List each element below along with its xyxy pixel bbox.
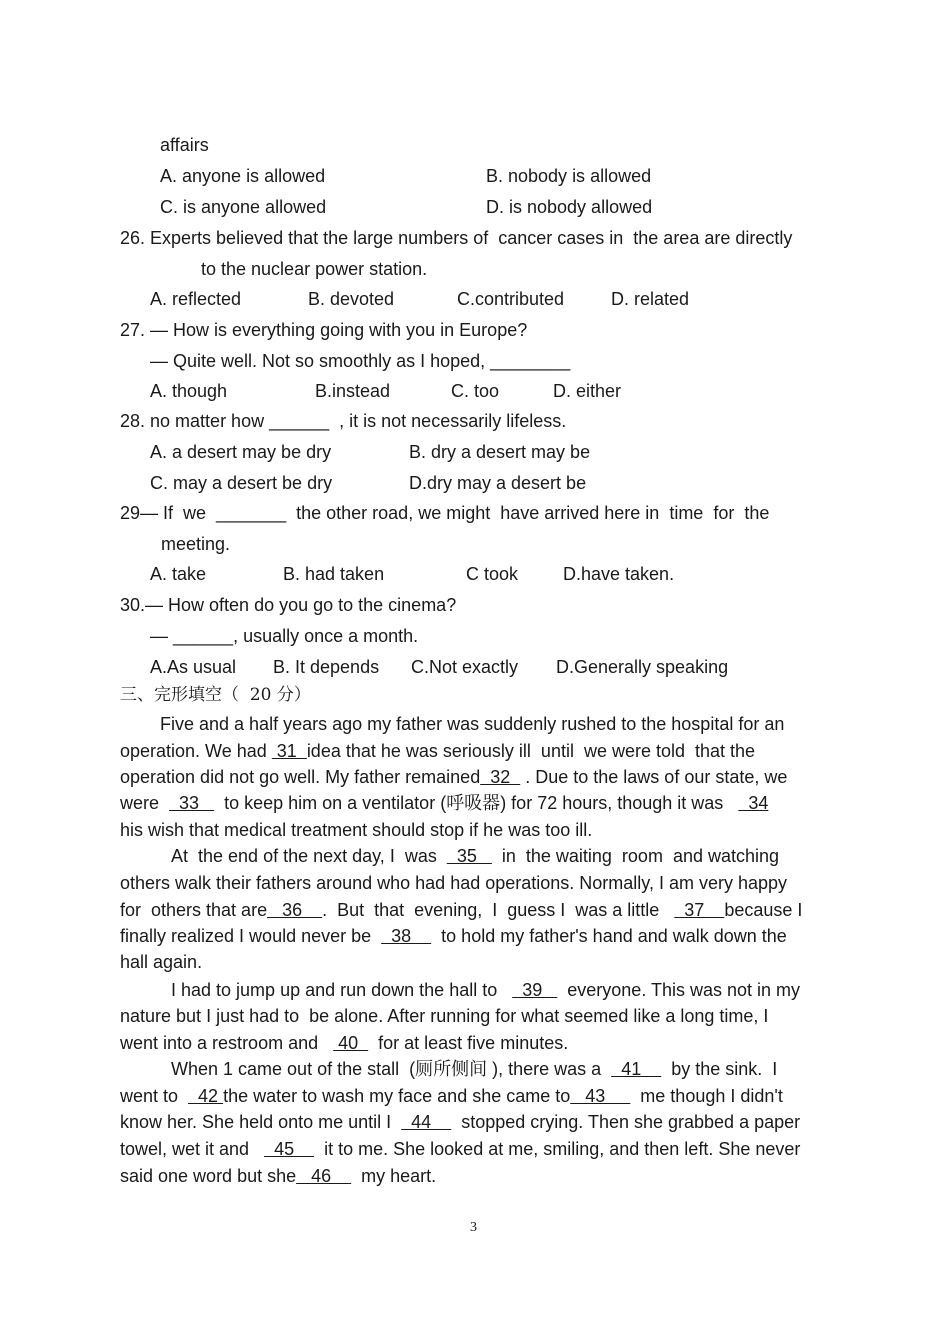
q29-option-b: B. had taken xyxy=(283,564,385,584)
q29-option-d: D.have taken. xyxy=(563,564,675,584)
passage-line: Five and a half years ago my father was suddenly rushed to the hospital for an xyxy=(160,714,785,734)
q30-option-c: C.Not exactly xyxy=(411,657,519,677)
blank-32: 32 xyxy=(480,767,521,787)
q29-stem-cont: meeting. xyxy=(161,534,231,554)
q28-stem: 28. no matter how ______ , it is not necessarily lifeless. xyxy=(120,411,567,431)
blank-42: 42 xyxy=(188,1086,224,1106)
blank-43: 43 xyxy=(570,1086,631,1106)
q30-option-d: D.Generally speaking xyxy=(556,657,729,677)
q27-option-d: D. either xyxy=(553,381,622,401)
passage-line: towel, wet it and 45 it to me. She looked at me, smiling, and then left. She never xyxy=(120,1139,801,1159)
q26-stem-cont: to the nuclear power station. xyxy=(201,259,428,279)
passage-line: nature but I just had to be alone. After running for what seemed like a long time, I xyxy=(120,1006,769,1026)
blank-44: 44 xyxy=(401,1112,452,1132)
passage-line: When 1 came out of the stall (厕所侧间 ), there was a 41 by the sink. I xyxy=(171,1059,778,1080)
passage-line: operation. We had 31 idea that he was seriously ill until we were told that the xyxy=(120,741,756,761)
q25-option-c: C. is anyone allowed xyxy=(160,197,327,217)
passage-line: At the end of the next day, I was 35 in the waiting room and watching xyxy=(171,846,780,866)
passage-line: I had to jump up and run down the hall to 39 everyone. This was not in my xyxy=(171,980,801,1000)
blank-33: 33 xyxy=(169,793,215,813)
passage-line: finally realized I would never be 38 to hold my father's hand and walk down the xyxy=(120,926,787,946)
blank-46: 46 xyxy=(296,1166,352,1186)
q25-continuation: affairs xyxy=(160,135,209,155)
q26-option-c: C.contributed xyxy=(457,289,565,309)
page-number: 3 xyxy=(470,1220,477,1235)
q28-option-b: B. dry a desert may be xyxy=(409,442,591,462)
passage-line: hall again. xyxy=(120,952,203,972)
blank-38: 38 xyxy=(381,926,432,946)
q27-option-c: C. too xyxy=(451,381,500,401)
section-heading: 三、完形填空（ 20 分） xyxy=(120,685,311,705)
q29-option-a: A. take xyxy=(150,564,207,584)
q27-stem: 27. — How is everything going with you in Europe? xyxy=(120,320,528,340)
q27-stem-cont: — Quite well. Not so smoothly as I hoped, ________ xyxy=(150,351,571,371)
q26-option-d: D. related xyxy=(611,289,690,309)
blank-40: 40 xyxy=(333,1033,369,1053)
q26-option-b: B. devoted xyxy=(308,289,395,309)
blank-36: 36 xyxy=(267,900,323,920)
passage-line: his wish that medical treatment should stop if he was too ill. xyxy=(120,820,593,840)
q30-stem: 30.— How often do you go to the cinema? xyxy=(120,595,457,615)
passage-line: were 33 to keep him on a ventilator (呼吸器) for 72 hours, though it was 34 xyxy=(120,793,769,814)
blank-34: 34 xyxy=(738,793,769,813)
q26-option-a: A. reflected xyxy=(150,289,242,309)
blank-41: 41 xyxy=(611,1059,662,1079)
q29-stem: 29— If we _______ the other road, we might have arrived here in time for the xyxy=(120,503,770,523)
q28-option-a: A. a desert may be dry xyxy=(150,442,332,462)
q29-option-c: C took xyxy=(466,564,519,584)
q27-option-a: A. though xyxy=(150,381,228,401)
q27-option-b: B.instead xyxy=(315,381,391,401)
passage-line: operation did not go well. My father remained 32 . Due to the laws of our state, we xyxy=(120,767,788,787)
blank-45: 45 xyxy=(264,1139,315,1159)
blank-35: 35 xyxy=(446,846,492,866)
q30-stem-cont: — ______, usually once a month. xyxy=(150,626,419,646)
blank-37: 37 xyxy=(674,900,725,920)
q25-option-b: B. nobody is allowed xyxy=(486,166,652,186)
blank-39: 39 xyxy=(512,980,558,1000)
q30-option-b: B. It depends xyxy=(273,657,380,677)
q28-option-c: C. may a desert be dry xyxy=(150,473,333,493)
q28-option-d: D.dry may a desert be xyxy=(409,473,587,493)
q25-option-d: D. is nobody allowed xyxy=(486,197,653,217)
passage-line: went to 42 the water to wash my face and she came to 43 me though I didn't xyxy=(120,1086,783,1106)
passage-line: went into a restroom and 40 for at least five minutes. xyxy=(120,1033,569,1053)
passage-line: others walk their fathers around who had had operations. Normally, I am very happy xyxy=(120,873,788,893)
q26-stem: 26. Experts believed that the large numbers of cancer cases in the area are directly xyxy=(120,228,793,248)
q30-option-a: A.As usual xyxy=(150,657,237,677)
passage-line: for others that are 36 . But that evening, I guess I was a little 37 because I xyxy=(120,900,803,920)
q25-option-a: A. anyone is allowed xyxy=(160,166,326,186)
blank-31: 31 xyxy=(271,741,307,761)
passage-line: said one word but she 46 my heart. xyxy=(120,1166,437,1186)
passage-line: know her. She held onto me until I 44 stopped crying. Then she grabbed a paper xyxy=(120,1112,801,1132)
